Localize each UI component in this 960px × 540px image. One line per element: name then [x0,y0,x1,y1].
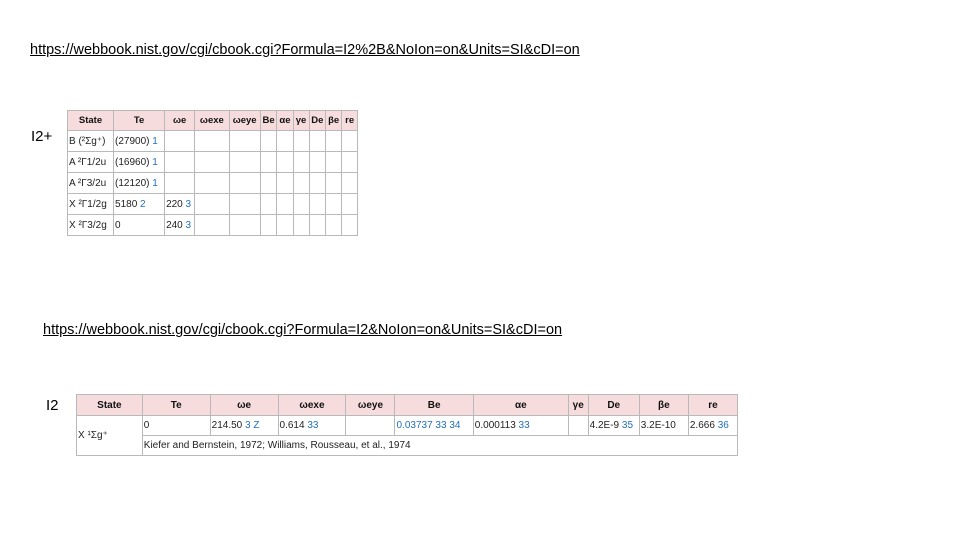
reference-row [77,436,738,456]
de-value: 4.2 [589,420,604,431]
table-row [68,131,358,152]
header-ge: γe [568,395,588,416]
state-cell: X ²Γ1/2g [68,194,114,215]
ion-constants-table [67,110,358,236]
header-state: State [77,395,143,416]
we-value: 240 [166,219,183,231]
ae-value: 0.000113 [474,420,516,431]
we-value: 214.50 [211,420,243,431]
wexe-value: 0.614 [279,420,305,431]
wexe-note-link[interactable]: 33 [307,420,319,431]
header-ae: αe [277,111,293,131]
we-cell [165,215,195,236]
re-note-link[interactable]: 36 [717,420,729,431]
header-re: re [342,111,358,131]
te-cell [114,194,165,215]
te-cell [114,173,165,194]
ge-cell [568,416,588,436]
header-re: re [688,395,737,416]
weye-cell [346,416,395,436]
header-weye: ωeye [346,395,395,416]
te-value: 0 [115,219,121,231]
te-cell: 0 [142,416,210,436]
bee-cell [639,416,688,436]
te-cell [114,131,165,152]
reference-link[interactable]: Kiefer and Bernstein, 1972; Williams, Rousseau, et al., 1974 [142,436,737,456]
table-row [68,215,358,236]
te-value: 5180 [115,198,138,210]
we-cell [165,194,195,215]
te-cell [114,215,165,236]
state-cell: A ²Γ1/2u [68,152,114,173]
neutral-constants-table [76,394,738,456]
header-te: Te [114,111,165,131]
table-header-row [68,111,358,131]
state-cell: X ²Γ3/2g [68,215,114,236]
header-wexe: ωexe [278,395,346,416]
state-cell: B (²Σg⁺) [68,131,114,152]
te-value: (16960) [115,156,150,168]
ae-note-link[interactable]: 33 [518,420,530,431]
de-cell [588,416,639,436]
wexe-cell [278,416,346,436]
nist-link-ion[interactable]: https://webbook.nist.gov/cgi/cbook.cgi?Formula=I2%2B&NoIon=on&Units=SI&cDI=on [30,42,580,58]
de-note-link[interactable]: 35 [621,420,634,431]
header-wexe: ωexe [195,111,229,131]
header-bee: βe [639,395,688,416]
te-cell [114,152,165,173]
header-ae: αe [473,395,568,416]
te-note-link[interactable]: 2 [140,198,146,210]
header-be: Be [395,395,473,416]
table-row [68,152,358,173]
de-exponent: E-9 [603,420,620,431]
re-cell [688,416,737,436]
species-label-ion: I2+ [31,128,53,145]
header-ge: γe [293,111,309,131]
we-note-link[interactable]: 3 [185,219,192,231]
table-header-row [77,395,738,416]
te-note-link[interactable]: 1 [152,156,158,168]
be-cell [395,416,473,436]
te-value: (27900) [115,135,150,147]
header-weye: ωeye [229,111,260,131]
te-value: (12120) [115,177,150,189]
te-note-link[interactable]: 1 [152,177,158,189]
nist-link-neutral[interactable]: https://webbook.nist.gov/cgi/cbook.cgi?Formula=I2&NoIon=on&Units=SI&cDI=on [43,322,563,338]
we-note-link[interactable]: 3 Z [245,420,260,431]
be-note-link[interactable]: 33 34 [435,420,461,431]
header-state: State [68,111,114,131]
ae-cell [473,416,568,436]
state-cell: A ²Γ3/2u [68,173,114,194]
table-row [77,416,738,436]
species-label-neutral: I2 [46,397,59,414]
table-row [68,194,358,215]
we-value: 220 [166,198,183,210]
header-be: Be [260,111,276,131]
header-bee: βe [326,111,342,131]
header-we: ωe [210,395,278,416]
te-note-link[interactable]: 1 [152,135,158,147]
table-row [68,173,358,194]
we-note-link[interactable]: 3 [185,198,192,210]
state-cell: X ¹Σg⁺ [77,416,143,456]
header-we: ωe [165,111,195,131]
be-value: 0.03737 [396,420,433,431]
re-value: 2.666 [689,420,715,431]
bee-value: 3.2E-10 [640,420,676,431]
header-de: De [309,111,325,131]
header-te: Te [142,395,210,416]
we-cell [210,416,278,436]
header-de: De [588,395,639,416]
